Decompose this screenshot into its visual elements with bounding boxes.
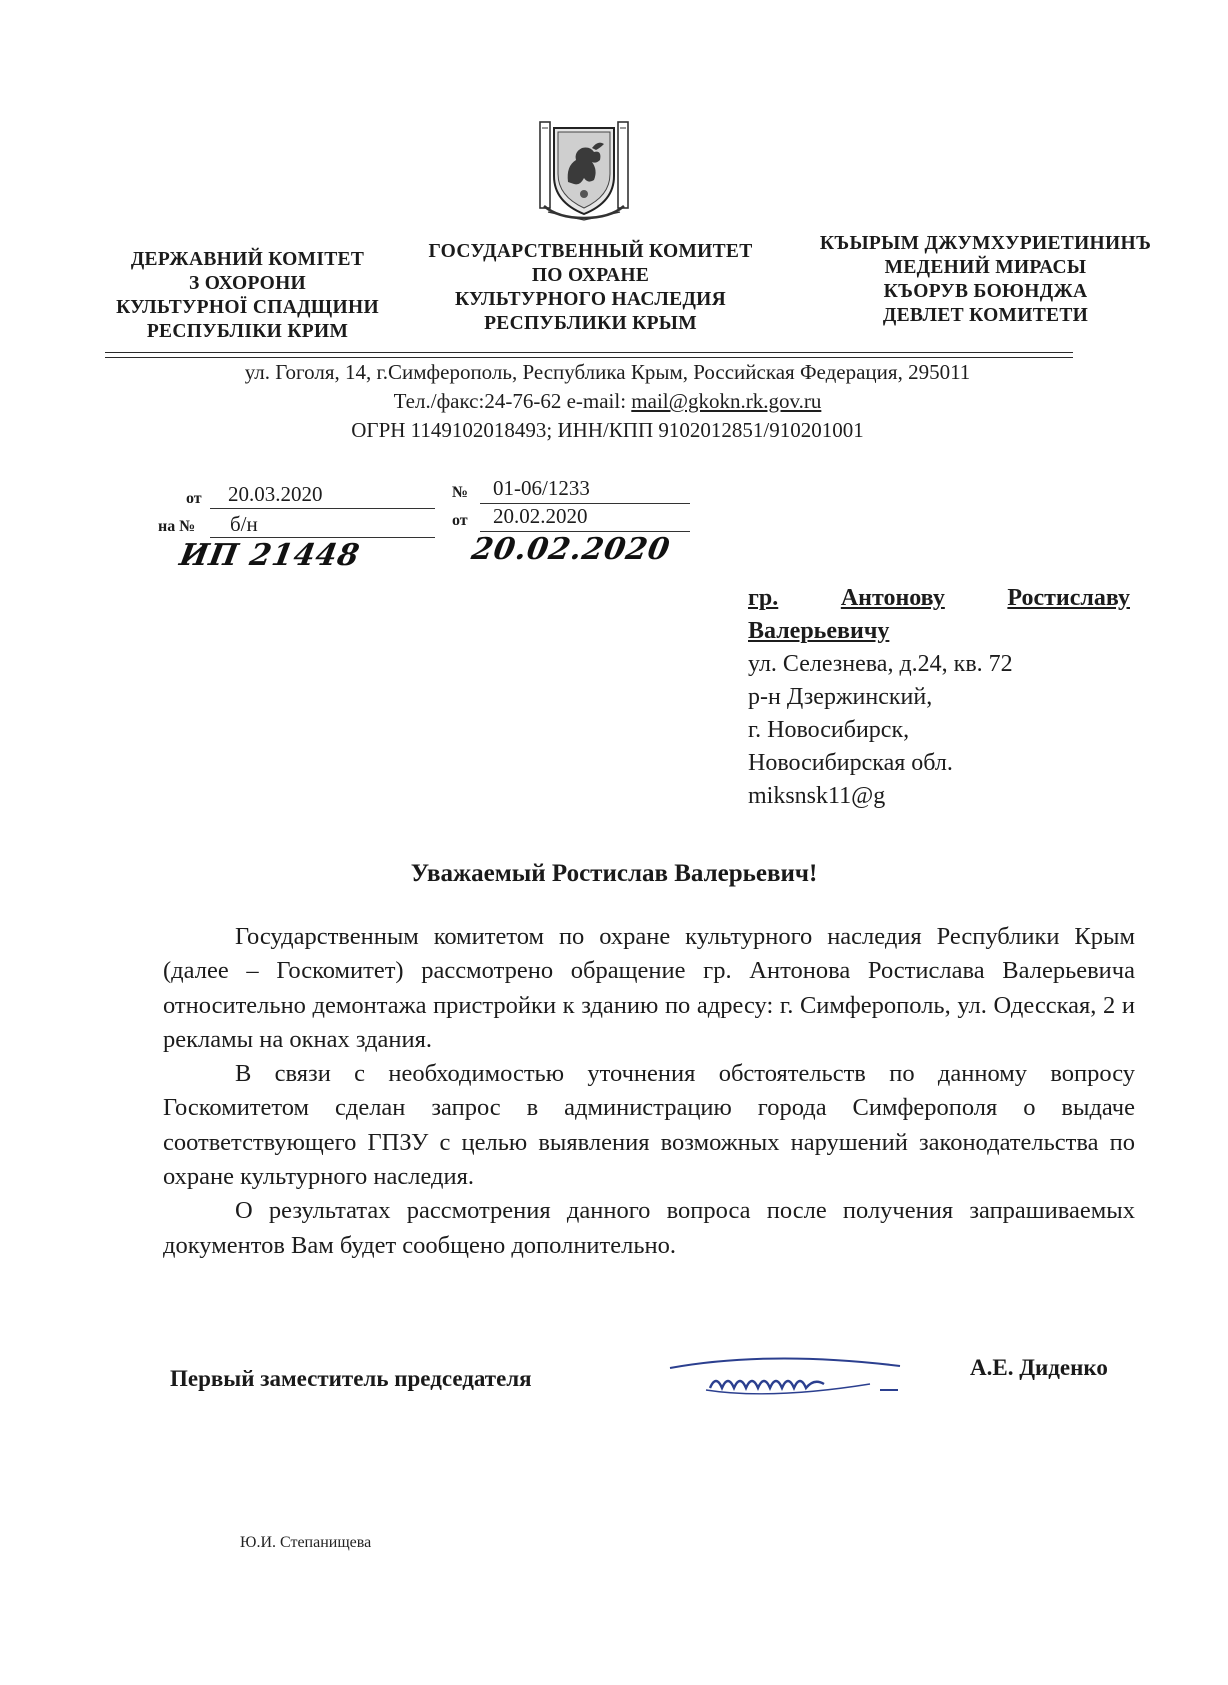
signatory-name: А.Е. Диденко: [970, 1355, 1108, 1380]
reference-number: б/н: [230, 512, 258, 536]
header-line: РЕСПУБЛИКИ КРЫМ: [484, 313, 697, 334]
addressee-district: р-н Дзержинский,: [748, 684, 933, 710]
number-label: №: [452, 484, 469, 501]
header-line: РЕСПУБЛІКИ КРИМ: [146, 321, 349, 342]
handwritten-signature: [650, 1346, 950, 1406]
header-line: КУЛЬТУРНОЇ СПАДЩИНИ: [116, 297, 379, 318]
reference-from-label: от: [452, 512, 468, 529]
handwritten-number: ИП 21448: [176, 538, 363, 573]
reference-label: на №: [158, 518, 196, 535]
addressee-patronymic: Валерьевичу: [748, 618, 890, 644]
header-divider: [105, 352, 1073, 353]
registration-ids: ОГРН 1149102018493; ИНН/КПП 9102012851/910201001: [351, 418, 864, 442]
email-link[interactable]: mail@gkokn.rk.gov.ru: [631, 389, 822, 413]
crimea-coat-of-arms-icon: [538, 118, 630, 222]
phone-fax: Тел./факс:24-76-62 e-mail:: [393, 389, 632, 413]
reference-date: 20.02.2020: [493, 504, 588, 528]
signatory-position: Первый заместитель председателя: [170, 1366, 532, 1391]
addressee-surname: Антонову: [840, 585, 945, 611]
body-paragraph: Государственным комитетом по охране культурного наследия Республики Крым (далее – Госкомитет) рассмотрено обращение гр. Антонова Ростислава Валерьевича относительно демонтажа пристройки к зданию по адресу: г. Симферополь, ул. Одесская, 2 и рекламы на окнах здания.: [163, 923, 1135, 1053]
handwritten-date: 20.02.2020: [468, 532, 673, 567]
header-ukrainian: [95, 248, 400, 344]
letter-body: [163, 920, 1135, 1263]
executor-name: Ю.И. Степанищева: [240, 1534, 372, 1551]
header-line: ДЕРЖАВНИЙ КОМІТЕТ: [130, 249, 365, 270]
body-paragraph: О результатах рассмотрения данного вопроса после получения запрашиваемых документов Вам будет сообщено дополнительно.: [163, 1197, 1135, 1259]
addressee-first-name: Ростиславу: [1007, 585, 1130, 611]
addressee-street: ул. Селезнева, д.24, кв. 72: [748, 651, 1013, 677]
contact-block: [120, 358, 1095, 445]
addressee-prefix: гр.: [748, 585, 779, 611]
from-date: 20.03.2020: [228, 482, 323, 506]
header-line: КУЛЬТУРНОГО НАСЛЕДИЯ: [454, 289, 727, 310]
phone-email-line: [120, 387, 1095, 416]
header-line: ПО ОХРАНЕ: [531, 265, 650, 286]
addressee-region: Новосибирская обл.: [748, 750, 953, 776]
field-underline: [210, 508, 435, 509]
header-russian: [408, 240, 773, 336]
from-label: от: [186, 490, 202, 507]
addressee-email: miksnsk11@g: [748, 783, 886, 809]
header-line: З ОХОРОНИ: [188, 273, 307, 294]
outgoing-number: 01-06/1233: [493, 476, 590, 500]
header-line: МЕДЕНИЙ МИРАСЫ: [884, 257, 1087, 278]
header-line: ГОСУДАРСТВЕННЫЙ КОМИТЕТ: [428, 241, 753, 262]
header-crimean-tatar: [798, 232, 1173, 328]
addressee-city: г. Новосибирск,: [748, 717, 910, 743]
salutation: Уважаемый Ростислав Валерьевич!: [410, 860, 818, 887]
header-line: КЪОРУВ БОЮНДЖА: [883, 281, 1088, 302]
addressee-name-line: [748, 582, 1130, 615]
header-line: ДЕВЛЕТ КОМИТЕТИ: [882, 305, 1089, 326]
postal-address: ул. Гоголя, 14, г.Симферополь, Республика Крым, Российская Федерация, 295011: [244, 360, 971, 384]
addressee-block: [748, 582, 1130, 813]
header-line: КЪЫРЫМ ДЖУМХУРИЕТИНИНЪ: [819, 233, 1152, 254]
body-paragraph: В связи с необходимостью уточнения обстоятельств по данному вопросу Госкомитетом сделан запрос в администрацию города Симферополя о выдаче соответствующего ГПЗУ с целью выявления возможных нарушений законодательства по охране культурного наследия.: [163, 1060, 1135, 1191]
